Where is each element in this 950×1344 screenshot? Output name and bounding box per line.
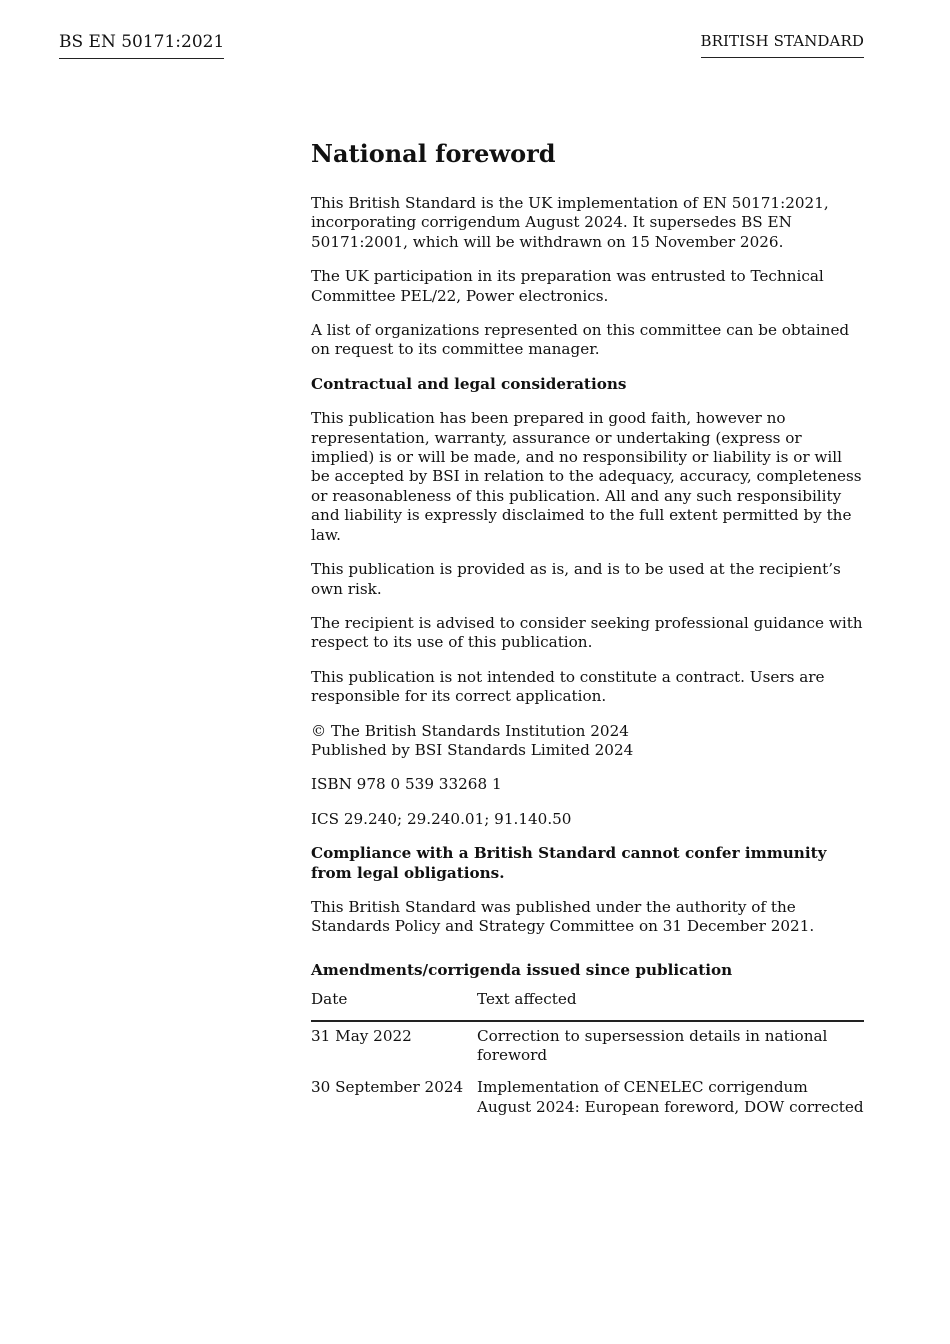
table-row (311, 1021, 864, 1074)
page-title: National foreword (311, 139, 556, 168)
amendments-heading: Amendments/corrigenda issued since publication (311, 960, 733, 979)
paragraph-own-risk: This publication is provided as is, and is to be used at the recipient’s own risk. (311, 560, 841, 598)
paragraph-committee-list: A list of organizations represented on this committee can be obtained on request to its committee manager. (311, 321, 850, 359)
publisher-line: Published by BSI Standards Limited 2024 (311, 740, 634, 759)
main-content (311, 137, 864, 1125)
row-date: 31 May 2022 (311, 1026, 412, 1045)
compliance-statement: Compliance with a British Standard cannot confer immunity from legal obligations. (311, 844, 827, 882)
paragraph-good-faith: This publication has been prepared in good faith, however no representation, warranty, assurance or undertaking (express or implied) is or will be made, and no responsibility or liability is or will be accepted by BSI in relation to the adequacy, accuracy, completeness or reasonableness of this publication. All and any such responsibility and liability is expressly disclaimed to the full extent permitted by the law. (311, 409, 862, 544)
ics-codes: ICS 29.240; 29.240.01; 91.140.50 (311, 809, 572, 828)
header-doc-id: BS EN 50171:2021 (59, 30, 224, 59)
table-row (311, 1073, 864, 1125)
amendments-table (311, 990, 864, 1125)
row-text-affected: Correction to supersession details in national foreword (477, 1026, 828, 1064)
contractual-heading: Contractual and legal considerations (311, 374, 627, 393)
isbn: ISBN 978 0 539 33268 1 (311, 775, 502, 794)
paragraph-participation: The UK participation in its preparation was entrusted to Technical Committee PEL/22, Power electronics. (311, 267, 824, 305)
paragraph-authority: This British Standard was published under the authority of the Standards Policy and Strategy Committee on 31 December 2021. (311, 897, 815, 936)
column-header-date: Date (311, 990, 477, 1020)
column-header-text-affected: Text affected (477, 990, 864, 1020)
paragraph-guidance: The recipient is advised to consider seeking professional guidance with respect to its use of this publication. (311, 613, 863, 652)
header-series: BRITISH STANDARD (701, 30, 865, 58)
copyright-block (311, 722, 864, 761)
paragraph-not-contract: This publication is not intended to constitute a contract. Users are responsible for its correct application. (311, 667, 825, 706)
copyright-line: © The British Standards Institution 2024 (311, 721, 629, 740)
row-text-affected: Implementation of CENELEC corrigendum August 2024: European foreword, DOW corrected (477, 1078, 864, 1116)
paragraph-implementation: This British Standard is the UK implementation of EN 50171:2021, incorporating corrigendum August 2024. It supersedes BS EN 50171:2001, which will be withdrawn on 15 November 2026. (311, 194, 829, 251)
table-header-row (311, 990, 864, 1020)
row-date: 30 September 2024 (311, 1078, 464, 1097)
